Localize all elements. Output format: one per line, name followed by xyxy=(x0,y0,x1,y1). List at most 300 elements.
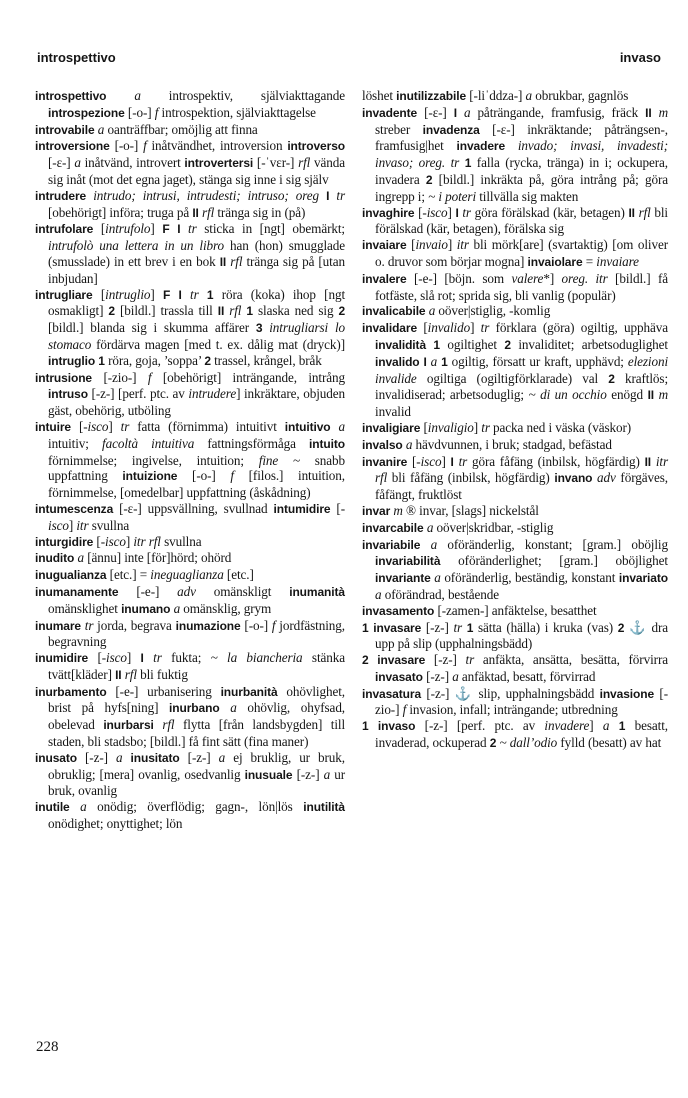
dictionary-entry xyxy=(35,650,345,684)
entry-text xyxy=(180,221,188,236)
entry-text xyxy=(609,718,618,733)
dictionary-entry xyxy=(362,437,668,454)
entry-text: ® invar, [slags] nickelstål xyxy=(402,502,539,518)
italic-text: m xyxy=(658,104,669,120)
sense-marker: F I xyxy=(162,222,181,237)
italic-text: a xyxy=(405,436,413,452)
entry-text: invaliditet; arbetsoduglighet xyxy=(510,336,668,352)
dictionary-entry xyxy=(362,88,668,105)
headword: invalicabile xyxy=(362,304,426,319)
dictionary-entry xyxy=(362,320,668,420)
entry-text: ej bruklig, ur bruk, obruklig; [mera] ovanlig, osedvanlig xyxy=(48,749,345,782)
entry-text: flytta [från landsbygden] till staden, bli stadsbo; [bildl.] få fint sätt (fina maner) xyxy=(48,717,346,750)
italic-text: elezioni invalide xyxy=(375,353,669,386)
entry-text: [-zio-] xyxy=(92,369,148,385)
sense-marker: I xyxy=(453,105,457,120)
entry-text: *] xyxy=(543,270,562,286)
headword: intrugliare xyxy=(35,287,93,302)
headword: intrusione xyxy=(35,370,93,385)
entry-text: anfäktad, besatt, förvirrad xyxy=(458,668,596,684)
sub-headword: intruso xyxy=(48,387,88,402)
entry-text xyxy=(106,88,134,103)
entry-text: [-ε-] xyxy=(48,155,75,171)
entry-text: löshet xyxy=(362,88,397,103)
entry-text: [- xyxy=(330,500,346,516)
italic-text: tr xyxy=(458,453,468,469)
entry-text: hävdvunnen, i bruk; stadgad, befästad xyxy=(412,436,612,452)
sense-marker: I xyxy=(140,651,144,666)
headword: intumescenza xyxy=(35,501,114,516)
entry-text: [ xyxy=(417,320,428,336)
sense-marker: 2 xyxy=(504,337,511,352)
entry-text: ] xyxy=(589,718,603,734)
entry-text: [- xyxy=(88,650,107,666)
entry-text: oöver|skridbar, -stiglig xyxy=(433,519,554,535)
entry-text: förgäves, fåfängt, fruktlöst xyxy=(375,470,668,503)
entry-text: inåtvänd, introvert xyxy=(80,155,185,171)
italic-text: a xyxy=(430,353,438,369)
sub-headword: intumidire xyxy=(273,501,331,516)
italic-text: m xyxy=(658,387,669,403)
entry-text: vända sig inåt (mot det egna jaget), stänga sig inne i sig själv xyxy=(48,155,345,187)
sense-marker: II xyxy=(219,254,227,269)
sub-headword: inutilizzabile xyxy=(396,89,467,103)
entry-text: ur bruk, ovanlig xyxy=(48,766,345,799)
sense-marker: 1 xyxy=(246,304,253,319)
italic-text: f xyxy=(402,702,407,718)
italic-text: a xyxy=(115,749,123,765)
entry-text: [ xyxy=(420,419,428,435)
sub-headword: invadere xyxy=(456,139,506,154)
entry-text: [-z-] xyxy=(425,652,466,668)
entry-text: [-z-] [perf. ptc. av xyxy=(87,386,189,402)
dictionary-entry xyxy=(362,420,668,437)
italic-text: invalido xyxy=(427,320,471,336)
headword: inumanamente xyxy=(35,584,119,599)
entry-text: fylld (besatt) av hat xyxy=(557,735,662,751)
entry-text: ] xyxy=(150,221,163,237)
italic-text: m xyxy=(393,502,403,518)
entry-text: ogiltighet xyxy=(440,336,505,352)
italic-text: f xyxy=(143,138,147,154)
sub-headword: introverso xyxy=(287,139,345,154)
italic-text: adv xyxy=(177,583,196,599)
headword: invaiare xyxy=(362,238,407,253)
dictionary-entry xyxy=(35,370,345,419)
entry-text: [obehörigt] inträngande, intrång xyxy=(151,369,345,385)
entry-text: [-e-] urbanisering xyxy=(106,683,221,699)
entry-text: obrukbar, gagnlös xyxy=(532,88,629,103)
right-running-head: invaso xyxy=(619,50,661,65)
entry-text: anfäkta, ansätta, besätta, förvirra xyxy=(474,652,668,668)
italic-text: rfl xyxy=(230,253,243,269)
dictionary-entry xyxy=(362,237,668,271)
italic-text: a xyxy=(452,668,459,684)
dictionary-entry xyxy=(362,303,668,320)
italic-text: isco xyxy=(106,650,127,666)
entry-text: onödighet; onyttighet; lön xyxy=(48,816,183,832)
entry-text: [etc.] xyxy=(223,567,254,583)
italic-text: tr xyxy=(480,320,490,336)
entry-text: påträngande, framfusig, fräck xyxy=(470,104,646,120)
dictionary-entry xyxy=(362,620,668,653)
headword: intuire xyxy=(35,419,71,434)
italic-text: f xyxy=(147,369,152,385)
entry-text xyxy=(457,105,464,120)
headword: introvabile xyxy=(35,122,95,137)
dictionary-entry xyxy=(362,718,668,752)
entry-text: ⚓ dra upp på slip (upphalningsbädd) xyxy=(375,619,668,652)
headword: invasare xyxy=(377,653,426,668)
entry-text xyxy=(220,700,231,715)
entry-text: ] inkräktare, objuden gäst, obehörig, utböling xyxy=(48,386,345,419)
headword: inudito xyxy=(35,551,75,566)
sense-marker: 2 xyxy=(608,371,615,386)
entry-text: tillvälla sig makten xyxy=(476,188,579,204)
dictionary-entry xyxy=(362,503,668,520)
entry-text: [-e-] [böjn. som xyxy=(406,270,512,286)
italic-text: intrufolo xyxy=(105,221,151,237)
entry-text: [filos.] intuition, förnimmelse, [omedelbar] uppfattning (åskådning) xyxy=(48,468,345,501)
italic-text: a xyxy=(323,766,331,782)
entry-text: [-o-] xyxy=(240,617,272,633)
entry-text: [bildl.] få fotfäste, slå rot; sprida sig, bli vanlig (populär) xyxy=(375,270,668,303)
headword: inurbamento xyxy=(35,684,107,699)
sub-headword: invaiolare xyxy=(527,254,583,269)
italic-text: a xyxy=(80,799,87,815)
entry-text: oanträffbar; omöjlig att finna xyxy=(104,121,258,137)
page-number: 228 xyxy=(36,1039,59,1055)
italic-text: isco xyxy=(105,533,126,549)
italic-text: rfl xyxy=(298,155,311,171)
italic-text: tr xyxy=(462,204,471,220)
left-column xyxy=(35,88,345,832)
italic-text: a xyxy=(173,600,181,616)
entry-text xyxy=(70,799,81,814)
headword: invar xyxy=(362,503,391,518)
dictionary-entry xyxy=(362,205,668,238)
sub-headword: invariato xyxy=(618,571,668,586)
entry-text: [bildl.] trassla till xyxy=(115,303,218,319)
headword: intrufolare xyxy=(35,222,94,237)
entry-text: ] xyxy=(470,320,481,336)
italic-text: itr xyxy=(456,237,469,253)
entry-text: [-z-] xyxy=(292,766,324,782)
entry-text: [-z-] ⚓ slip, upphalningsbädd xyxy=(421,685,600,701)
entry-text: ] xyxy=(473,419,482,435)
dictionary-entry xyxy=(35,750,345,799)
entry-text: röra (koka) ihop [ngt osmakligt] xyxy=(48,286,346,319)
entry-text: [-zio-] xyxy=(375,685,668,718)
sense-marker: 1 xyxy=(98,353,105,368)
entry-text: fatta (förnimma) intuitivt xyxy=(129,418,285,434)
entry-text: [bildl.] blanda sig i skumma affärer xyxy=(48,320,256,336)
italic-text: a xyxy=(338,418,345,434)
sub-headword: invariante xyxy=(375,571,431,586)
sub-headword: inusitato xyxy=(130,750,180,765)
dictionary-entry xyxy=(35,138,345,187)
headword: invaligiare xyxy=(362,420,421,435)
headword: introversione xyxy=(35,139,110,154)
dictionary-entry xyxy=(35,419,345,501)
dictionary-entry xyxy=(35,799,345,832)
entry-text: ogiltiga (ogiltigförklarade) val xyxy=(416,370,609,386)
entry-text: omänsklig, grym xyxy=(180,600,272,616)
headword: invaghire xyxy=(362,205,415,220)
sense-marker: 2 xyxy=(338,304,346,319)
italic-text: itr xyxy=(76,517,89,533)
entry-text: slaska ned sig xyxy=(252,303,339,319)
entry-text: ] xyxy=(125,533,134,549)
sub-headword: inutilità xyxy=(303,800,345,815)
entry-text: [bildl.] inkräkta på, göra intrång på; göra ingrepp i; xyxy=(375,171,669,204)
italic-text: rfl xyxy=(201,204,215,220)
sense-marker: 1 xyxy=(433,337,440,352)
entry-text: [- xyxy=(407,453,421,469)
entry-text: [ xyxy=(92,286,106,302)
italic-text: a xyxy=(375,586,382,602)
entry-text: [obehörigt] införa; truga på xyxy=(48,204,193,220)
sense-marker: 2 xyxy=(489,736,497,751)
entry-text: fördärva magen [med t. ex. dålig mat (dryck)] xyxy=(91,336,345,352)
entry-text: röra, goja, ’soppa’ xyxy=(104,352,205,368)
italic-text: invaligio xyxy=(427,419,474,435)
italic-text: invaio xyxy=(415,237,448,253)
dictionary-entry xyxy=(362,537,668,603)
headword: inusato xyxy=(35,750,77,765)
entry-text: falla (rycka, tränga) in i; ockupera, invadera xyxy=(375,155,669,187)
entry-text: oföränderlighet; [gram.] oböjlighet xyxy=(440,553,668,569)
italic-text: a xyxy=(74,155,81,171)
entry-text: svullna xyxy=(160,533,202,549)
dictionary-entry xyxy=(35,88,345,122)
dictionary-entry xyxy=(35,188,345,222)
headword: invasatura xyxy=(362,686,422,701)
dictionary-entry xyxy=(362,652,668,686)
italic-text: tr xyxy=(84,617,94,633)
dictionary-entry xyxy=(35,618,345,651)
italic-text: a xyxy=(434,570,441,586)
italic-text: tr xyxy=(481,419,490,435)
dictionary-entry xyxy=(362,271,668,304)
sub-headword: invariabilità xyxy=(375,554,441,569)
headword: inturgidire xyxy=(35,534,94,549)
sense-marker: II xyxy=(645,105,652,120)
headword: invalidare xyxy=(362,321,418,336)
italic-text: ~ di un occhio xyxy=(528,387,607,403)
entry-text: [-z-] [perf. ptc. av xyxy=(415,718,545,734)
italic-text: valere xyxy=(511,270,544,286)
entry-text: ] xyxy=(447,204,456,220)
dictionary-entry xyxy=(362,105,668,205)
sense-marker: 2 xyxy=(617,620,625,635)
italic-text: adv xyxy=(597,470,616,486)
italic-text: tr xyxy=(336,187,346,203)
headword: inumare xyxy=(35,618,81,633)
italic-text: f xyxy=(271,617,276,633)
dictionary-entry xyxy=(35,584,345,618)
dictionary-entry xyxy=(35,534,345,551)
entry-text: bli fåfäng (inbilsk, högfärdig) xyxy=(387,470,555,486)
dictionary-entry xyxy=(35,550,345,567)
entry-text: besatt, invaderad, ockuperad xyxy=(375,718,668,751)
italic-text: a xyxy=(218,749,226,765)
entry-text: packa ned i väska (väskor) xyxy=(489,419,632,435)
entry-text xyxy=(122,750,130,765)
entry-text: inåtvändhet, introversion xyxy=(146,138,288,154)
dictionary-entry xyxy=(35,287,345,370)
italic-text: ~ dall’odio xyxy=(499,735,558,751)
entry-text: [- xyxy=(414,204,427,220)
italic-text: intrufolò una lettera in un libro xyxy=(48,238,225,254)
entry-text: = xyxy=(582,253,597,269)
headword: invaso xyxy=(377,719,416,734)
entry-text: oföränderlig, konstant; [gram.] oböjlig xyxy=(437,536,668,552)
sub-headword: invano xyxy=(554,471,593,486)
column-divider xyxy=(349,92,350,1027)
entry-text: ] xyxy=(441,453,451,469)
entry-text: [-ε-] uppsvällning, svullnad xyxy=(113,500,274,516)
italic-text: rfl xyxy=(638,204,651,220)
italic-text: a xyxy=(428,303,436,319)
italic-text: tr xyxy=(465,652,475,668)
entry-text: oöver|stiglig, -komlig xyxy=(435,303,551,319)
entry-text: [-o-] xyxy=(177,468,231,484)
sub-headword: introvertersi xyxy=(184,156,254,171)
sense-marker: II xyxy=(628,205,635,220)
headword: inumidire xyxy=(35,651,89,666)
dictionary-entry xyxy=(362,686,668,719)
italic-text: facoltà intuitiva xyxy=(102,435,195,451)
italic-text: a xyxy=(77,550,84,566)
sub-headword: intuitivo xyxy=(284,419,331,434)
sense-marker: 2 xyxy=(362,653,369,668)
entry-text: oföränderlig, beständig, konstant xyxy=(440,570,619,586)
entry-text: jordfästning, begravning xyxy=(48,617,345,650)
headword: inugualianza xyxy=(35,568,107,583)
sense-marker: 2 xyxy=(108,304,115,319)
italic-text: tr xyxy=(190,286,199,302)
entry-text: svullna xyxy=(88,517,130,533)
entry-text xyxy=(182,287,190,302)
italic-text: ~ i poteri xyxy=(428,188,477,204)
headword: introspettivo xyxy=(35,89,107,103)
entry-text: sätta (hälla) i kruka (vas) xyxy=(473,619,618,635)
entry-text: [-e-] xyxy=(118,583,178,599)
italic-text: intrudo; intrusi, intrudesti; intruso; oreg xyxy=(93,187,319,203)
sense-marker: I xyxy=(450,454,454,469)
entry-text: ] xyxy=(150,286,163,302)
headword: intrudere xyxy=(35,188,87,203)
entry-text xyxy=(420,537,430,552)
italic-text: ~ la biancheria xyxy=(210,650,303,666)
headword: invariabile xyxy=(362,537,421,552)
dictionary-entry xyxy=(35,684,345,750)
sense-marker: 1 xyxy=(466,620,474,635)
sub-headword: inurbarsi xyxy=(103,718,154,733)
headword: invarcabile xyxy=(362,520,424,535)
sub-headword: inurbano xyxy=(169,701,220,716)
dictionary-entry xyxy=(35,501,345,534)
entry-text: [-z-] xyxy=(179,749,219,765)
italic-text: isco xyxy=(426,204,448,220)
entry-text: fattningsförmåga xyxy=(194,435,310,451)
sense-marker: 2 xyxy=(204,353,211,368)
entry-text xyxy=(144,650,153,665)
entry-text: tränga sig in (på) xyxy=(214,204,306,220)
entry-text: [ xyxy=(406,237,416,253)
italic-text: rfl xyxy=(229,303,242,319)
sense-marker: II xyxy=(647,388,655,403)
italic-text: a xyxy=(525,88,533,103)
entry-text xyxy=(652,105,659,120)
entry-text: introspektiv, själviakttagande xyxy=(140,88,345,103)
entry-text: [ xyxy=(93,221,106,237)
dictionary-entry xyxy=(35,567,345,584)
sense-marker: 1 xyxy=(362,719,369,734)
italic-text: a xyxy=(97,121,105,137)
italic-text: a xyxy=(602,718,610,734)
sense-marker: 1 xyxy=(206,287,214,302)
italic-text: tr xyxy=(120,418,130,434)
entry-text: bli mörk[are] (svartaktig) [om oliver o. druvor som börjar mogna] xyxy=(375,237,668,269)
sub-headword: inumazione xyxy=(175,618,241,633)
italic-text: invadere xyxy=(544,718,590,734)
entry-text: [-ˈvεr-] xyxy=(253,155,299,171)
entry-text: invasion, infall; inträngande; utbredning xyxy=(406,702,618,718)
entry-text: [-ε-] inkräktande; påträngsen-, framfusig|het xyxy=(375,121,668,154)
italic-text: intruglio xyxy=(105,286,151,302)
entry-text: ogiltig, försatt ur kraft, upphävd; xyxy=(447,353,628,369)
sense-marker: II xyxy=(217,304,225,319)
dictionary-entry xyxy=(35,221,345,286)
entry-text: bli förälskad (kär, betagen), förälska sig xyxy=(375,204,668,237)
headword: invadente xyxy=(362,105,418,120)
entry-text: förnimmelse; ingivelse, intuition; xyxy=(48,452,259,468)
sub-headword: intuito xyxy=(309,436,345,451)
sense-marker: I xyxy=(455,205,459,220)
entry-text: [-zamen-] anfäktelse, besatthet xyxy=(434,602,597,618)
entry-text: ] xyxy=(126,650,141,666)
italic-text: isco xyxy=(87,418,109,434)
entry-text xyxy=(369,652,378,667)
entry-text: [- xyxy=(70,418,88,434)
entry-text: ] xyxy=(447,237,457,253)
sense-marker: II xyxy=(644,454,652,469)
entry-text xyxy=(331,419,339,434)
italic-text: a xyxy=(430,536,438,552)
entry-text: [-liˈddza-] xyxy=(466,88,526,103)
entry-text: fukta; xyxy=(161,650,211,666)
italic-text: rfl xyxy=(124,666,137,682)
italic-text: intrugliarsi lo stomaco xyxy=(48,320,345,352)
dictionary-entry xyxy=(362,454,668,503)
entry-text: onödig; överflödig; gagn-, lön|lös xyxy=(86,799,304,815)
italic-text: tr xyxy=(153,650,162,666)
entry-text: [ännu] inte [för]hörd; ohörd xyxy=(84,550,232,566)
entry-text: han (hon) smugglade (smusslade) in ett brev i en bok xyxy=(48,238,346,269)
entry-text: ] xyxy=(68,517,77,533)
sense-marker: 3 xyxy=(255,321,263,336)
sense-marker: II xyxy=(192,205,199,220)
entry-text: göra förälskad (kär, betagen) xyxy=(470,204,629,220)
headword: invanire xyxy=(362,454,408,469)
entry-text: stänka tvätt[kläder] xyxy=(48,650,346,682)
sub-headword: invalidità xyxy=(375,337,427,352)
entry-text: [etc.] = xyxy=(106,567,151,583)
entry-text: ohövlig, ohyfsad, obelevad xyxy=(48,700,346,733)
sense-marker: 1 xyxy=(618,719,626,734)
